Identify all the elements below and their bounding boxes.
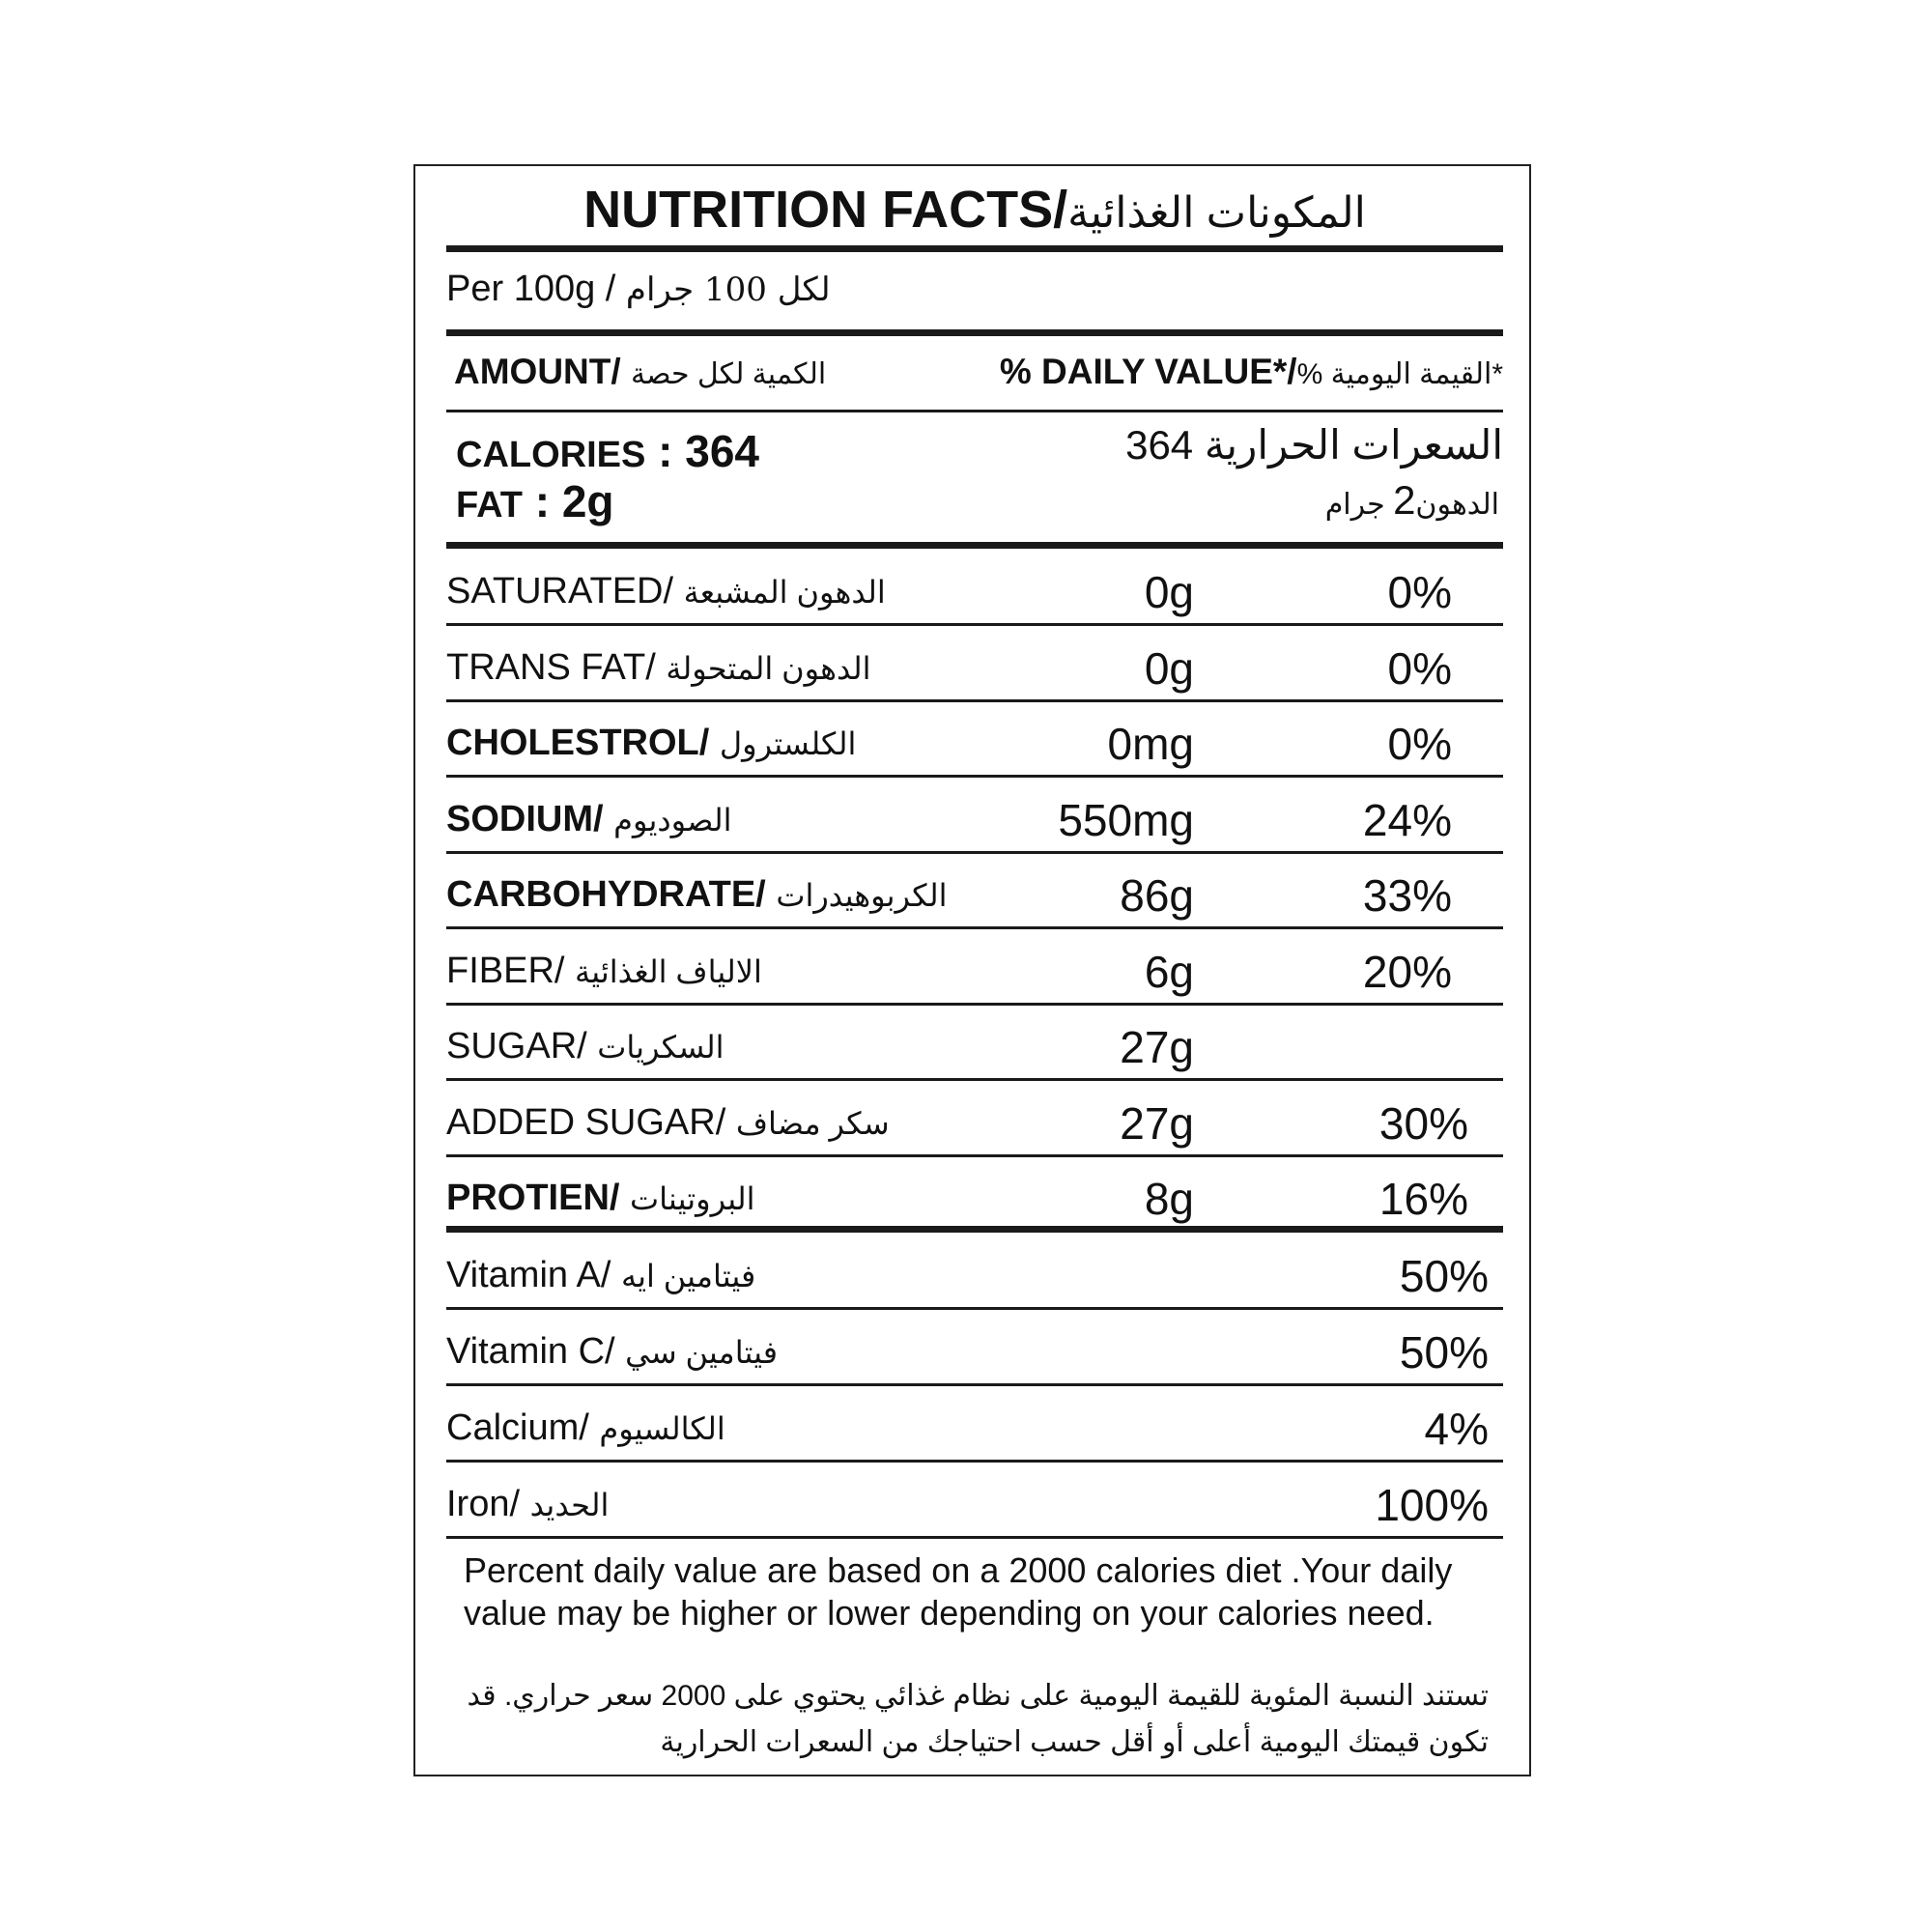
amount-header	[454, 352, 826, 392]
row-divider	[446, 775, 1503, 778]
nutrient-name	[446, 799, 732, 840]
vitamin-name-ar: فيتامين سي	[625, 1335, 779, 1370]
nutrient-name-ar: الدهون المشبعة	[683, 575, 886, 610]
vitamin-row	[446, 1389, 1503, 1457]
calories-value: 364	[685, 426, 759, 476]
fat-ar-label: الدهون	[1415, 489, 1499, 521]
fat-value: 2g	[561, 476, 614, 526]
title-en: NUTRITION FACTS/	[583, 181, 1068, 239]
nutrient-daily-value: 30%	[1378, 1097, 1468, 1149]
nutrient-amount: 6g	[1144, 946, 1194, 997]
nutrient-name	[446, 874, 948, 916]
nutrient-amount: 27g	[1120, 1022, 1194, 1072]
nutrient-row	[446, 553, 1503, 620]
vitamin-daily-value: 50%	[1399, 1327, 1489, 1378]
nutrient-name-en: TRANS FAT/	[446, 646, 656, 688]
calories-label: CALORIES	[456, 435, 646, 475]
divider	[446, 542, 1503, 549]
nutrient-name	[446, 1178, 755, 1219]
nutrient-name-ar: الكلسترول	[719, 726, 857, 761]
row-divider	[446, 851, 1503, 854]
nutrient-name-en: PROTIEN/	[446, 1178, 620, 1218]
nutrient-row	[446, 1159, 1503, 1227]
vitamin-name	[446, 1255, 755, 1296]
daily-value-header	[1000, 352, 1503, 392]
footnote-ar-line2: تكون قيمتك اليومية أعلى أو أقل حسب احتياجك من السعرات الحرارية	[660, 1726, 1489, 1758]
nutrient-amount: 0mg	[1107, 719, 1194, 769]
nutrition-label	[413, 164, 1531, 1776]
fat-line	[456, 475, 614, 527]
nutrient-amount: 550mg	[1058, 794, 1194, 845]
nutrient-name-ar: الصوديوم	[613, 802, 732, 838]
nutrient-name-en: SODIUM/	[446, 798, 604, 839]
fat-ar	[1325, 477, 1499, 524]
nutrient-name-en: ADDED SUGAR/	[446, 1101, 726, 1143]
nutrient-row	[446, 856, 1503, 923]
row-divider	[446, 1154, 1503, 1157]
fat-ar-unit: جرام	[1324, 489, 1385, 521]
vitamin-name-en: Calcium/	[446, 1407, 589, 1448]
row-divider	[446, 699, 1503, 702]
row-divider	[446, 926, 1503, 929]
serving-en: Per 100g /	[446, 269, 616, 309]
amount-header-en: AMOUNT/	[454, 352, 621, 391]
footnote-en-line1: Percent daily value are based on a 2000 calories diet .Your daily	[464, 1550, 1453, 1590]
nutrient-daily-value: 20%	[1362, 946, 1452, 997]
daily-value-header-ar: % القيمة اليومية*	[1296, 358, 1503, 390]
nutrient-name-ar: الالياف الغذائية	[575, 953, 762, 989]
nutrient-name-ar: سكر مضاف	[735, 1105, 890, 1141]
nutrient-name-ar: السكريات	[597, 1030, 724, 1065]
nutrient-row	[446, 1084, 1503, 1151]
nutrient-row	[446, 629, 1503, 696]
calories-sep: :	[658, 426, 673, 476]
nutrient-name-en: CARBOHYDRATE/	[446, 874, 766, 915]
label-title	[446, 176, 1503, 243]
vitamin-name	[446, 1407, 725, 1449]
nutrient-row	[446, 1008, 1503, 1075]
fat-sep: :	[534, 476, 551, 526]
vitamin-row	[446, 1465, 1503, 1533]
nutrient-name	[446, 647, 870, 689]
nutrient-daily-value: 16%	[1378, 1174, 1468, 1224]
vitamin-name-ar: الكالسيوم	[599, 1411, 725, 1446]
nutrient-name-ar: الدهون المتحولة	[666, 650, 871, 686]
serving-ar: لكل 100 جرام	[625, 270, 831, 309]
daily-value-header-en: % DAILY VALUE*/	[999, 352, 1297, 391]
row-divider	[446, 1536, 1503, 1539]
row-divider	[446, 1383, 1503, 1386]
calories-ar: السعرات الحرارية 364	[1125, 422, 1503, 468]
vitamin-name	[446, 1331, 778, 1373]
nutrient-name	[446, 1102, 890, 1144]
nutrient-daily-value: 0%	[1387, 719, 1452, 769]
nutrient-name	[446, 1026, 724, 1067]
fat-ar-num: 2	[1393, 477, 1416, 523]
nutrient-daily-value: 0%	[1387, 642, 1452, 694]
footnote-en-line2: value may be higher or lower depending on your calories need.	[464, 1593, 1435, 1633]
row-divider	[446, 1078, 1503, 1081]
vitamin-name-ar: فيتامين ايه	[620, 1259, 756, 1293]
vitamin-name-en: Vitamin A/	[446, 1255, 611, 1295]
row-divider	[446, 1003, 1503, 1006]
nutrient-daily-value: 33%	[1362, 870, 1452, 921]
nutrient-amount: 8g	[1144, 1174, 1194, 1224]
amount-header-ar: الكمية لكل حصة	[630, 358, 827, 390]
vitamin-daily-value: 100%	[1375, 1480, 1489, 1530]
divider	[446, 1226, 1503, 1233]
label-content	[446, 166, 1503, 1775]
calories-line	[456, 425, 759, 477]
vitamin-daily-value: 50%	[1399, 1251, 1489, 1301]
row-divider	[446, 1460, 1503, 1463]
nutrient-amount: 86g	[1120, 870, 1194, 921]
fat-label: FAT	[456, 485, 523, 526]
footnote-ar-line1: تستند النسبة المئوية للقيمة اليومية على نظام غذائي يحتوي على 2000 سعر حراري. قد	[467, 1680, 1489, 1712]
row-divider	[446, 623, 1503, 626]
title-ar: المكونات الغذائية	[1067, 189, 1366, 237]
divider	[446, 410, 1503, 412]
vitamin-name-en: Iron/	[446, 1484, 521, 1524]
vitamin-daily-value: 4%	[1424, 1404, 1489, 1454]
serving-size	[446, 269, 831, 310]
nutrient-name	[446, 571, 886, 612]
nutrient-name-en: CHOLESTROL/	[446, 723, 710, 763]
nutrient-amount: 0g	[1144, 567, 1194, 617]
divider	[446, 245, 1503, 252]
nutrient-row	[446, 704, 1503, 772]
divider	[446, 329, 1503, 336]
vitamin-name-ar: الحديد	[529, 1488, 610, 1522]
nutrient-name-ar: البروتينات	[630, 1181, 755, 1216]
nutrient-daily-value: 24%	[1362, 794, 1452, 845]
nutrient-amount: 27g	[1120, 1097, 1194, 1149]
nutrient-daily-value: 0%	[1387, 567, 1452, 617]
row-divider	[446, 1307, 1503, 1310]
footnote-ar	[464, 1673, 1489, 1766]
nutrient-amount: 0g	[1144, 642, 1194, 694]
nutrient-name	[446, 951, 762, 992]
nutrient-name-ar: الكربوهيدرات	[776, 878, 948, 913]
nutrient-row	[446, 781, 1503, 848]
nutrient-name	[446, 723, 856, 764]
vitamin-row	[446, 1313, 1503, 1380]
nutrient-name-en: SATURATED/	[446, 571, 674, 611]
footnote-en	[464, 1549, 1489, 1634]
vitamin-name	[446, 1484, 609, 1525]
nutrient-name-en: SUGAR/	[446, 1026, 587, 1066]
nutrient-name-en: FIBER/	[446, 950, 565, 991]
vitamin-name-en: Vitamin C/	[446, 1331, 615, 1372]
nutrient-row	[446, 932, 1503, 1000]
vitamin-row	[446, 1236, 1503, 1304]
